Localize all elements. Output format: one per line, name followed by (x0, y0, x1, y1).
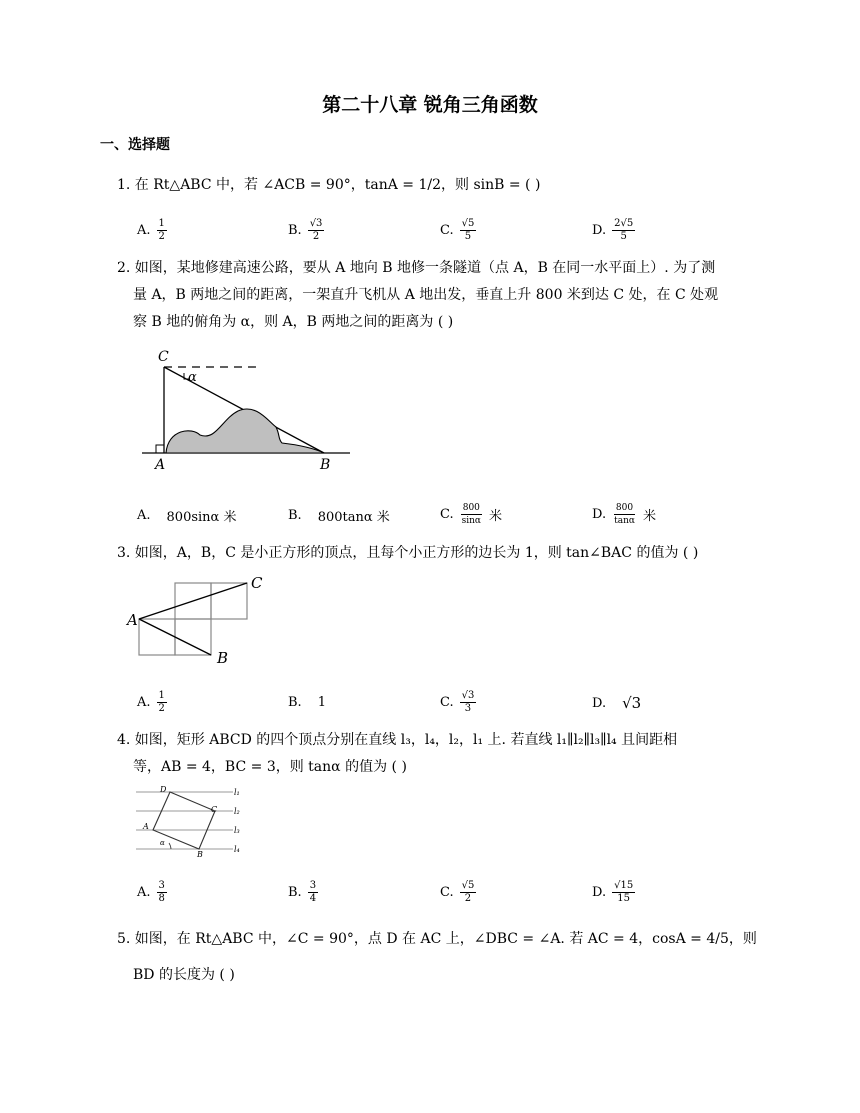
q1-option-d[interactable] (592, 218, 635, 243)
q4-option-d[interactable] (592, 880, 635, 905)
question-2-text-line3: 察 B 地的俯角为 α，则 A，B 两地之间的距离为 ( ) (133, 314, 454, 330)
q3-option-b[interactable] (288, 695, 326, 710)
option-letter: C. (440, 507, 454, 522)
q2-option-b[interactable] (288, 506, 390, 525)
section-heading: 一、选择题 (100, 137, 170, 153)
label-c: C (211, 805, 218, 814)
question-3-text: 3. 如图，A，B，C 是小正方形的顶点，且每个小正方形的边长为 1，则 tan∠BAC 的值为 ( ) (117, 545, 699, 561)
label-d: D (160, 785, 167, 794)
label-c: C (158, 349, 169, 365)
option-fraction: $\frac{800}{\tan\alpha}$ (614, 503, 635, 526)
option-letter: A. (137, 885, 151, 900)
q4-option-c[interactable] (440, 880, 476, 905)
label-b: B (197, 850, 203, 859)
option-fraction: $\frac{3}{8}$ (158, 880, 165, 904)
option-text: √3 (622, 694, 642, 712)
option-letter: A. (137, 695, 151, 710)
option-letter: A. (137, 508, 151, 523)
label-alpha: α (160, 839, 165, 847)
q2-option-c[interactable] (440, 502, 502, 527)
option-fraction: $\frac{1}{2}$ (158, 218, 165, 242)
option-letter: B. (288, 508, 302, 523)
label-b: B (320, 457, 331, 473)
page-title: 第二十八章 锐角三角函数 (322, 94, 538, 116)
label-alpha: α (188, 370, 197, 385)
label-a: A (155, 457, 166, 473)
q3-option-d[interactable] (592, 694, 641, 712)
label-c: C (251, 574, 263, 592)
option-letter: C. (440, 695, 454, 710)
option-letter: C. (440, 885, 454, 900)
label-l1: l₁ (234, 788, 240, 797)
q3-option-a[interactable] (137, 690, 167, 715)
option-letter: A. (137, 223, 151, 238)
option-fraction: $\frac{√3}{3}$ (461, 690, 475, 714)
option-letter: D. (592, 223, 607, 238)
label-l3: l₃ (234, 826, 240, 835)
option-letter: C. (440, 223, 454, 238)
option-fraction: $\frac{√15}{15}$ (614, 880, 634, 904)
label-a: A (143, 822, 149, 831)
q2-option-d[interactable] (592, 502, 656, 527)
question-1-text: 1. 在 Rt△ABC 中，若 ∠ACB = 90°，tanA = 1/2，则 sinB = ( ) (117, 177, 541, 193)
q4-option-a[interactable] (137, 880, 167, 905)
q1-option-c[interactable] (440, 218, 476, 243)
option-fraction: $\frac{2√5}{5}$ (614, 218, 634, 242)
q1-option-b[interactable] (288, 218, 324, 243)
q1-option-a[interactable] (137, 218, 167, 243)
q2-figure (140, 345, 355, 475)
option-letter: D. (592, 885, 607, 900)
option-letter: D. (592, 507, 607, 522)
option-text: 800sinα 米 (166, 510, 237, 525)
q3-figure (125, 570, 270, 670)
option-fraction: $\frac{√5}{2}$ (461, 880, 475, 904)
option-fraction: $\frac{3}{4}$ (309, 880, 317, 904)
option-letter: D. (592, 695, 607, 711)
question-2-text-line2: 量 A，B 两地之间的距离，一架直升飞机从 A 地出发，垂直上升 800 米到达 C 处，在 C 处观 (133, 287, 719, 303)
q4-option-b[interactable] (288, 880, 318, 905)
option-letter: B. (288, 885, 302, 900)
q3-option-c[interactable] (440, 690, 476, 715)
option-fraction: $\frac{√5}{5}$ (461, 218, 475, 242)
label-a: A (127, 611, 138, 629)
question-2-text-line1: 2. 如图，某地修建高速公路，要从 A 地向 B 地修一条隧道（点 A，B 在同一水平面上）. 为了测 (117, 260, 716, 276)
option-fraction: $\frac{800}{\sin\alpha}$ (461, 503, 481, 526)
q4-figure (133, 782, 253, 862)
option-fraction: $\frac{√3}{2}$ (309, 218, 323, 242)
option-text: 1 (317, 695, 326, 710)
question-4-text-line2: 等，AB = 4，BC = 3，则 tanα 的值为 ( ) (133, 759, 407, 775)
option-fraction: $\frac{1}{2}$ (158, 690, 165, 714)
question-5-text-line1: 5. 如图，在 Rt△ABC 中，∠C = 90°，点 D 在 AC 上，∠DBC = ∠A. 若 AC = 4，cosA = 4/5，则 (117, 931, 757, 947)
question-4-text-line1: 4. 如图，矩形 ABCD 的四个顶点分别在直线 l₃，l₄，l₂，l₁ 上. 若直线 l₁∥l₂∥l₃∥l₄ 且间距相 (117, 732, 678, 748)
option-text: 800tanα 米 (317, 510, 390, 525)
option-letter: B. (288, 695, 302, 710)
label-l4: l₄ (234, 845, 240, 854)
option-letter: B. (288, 223, 302, 238)
q2-option-a[interactable] (137, 506, 236, 525)
label-l2: l₂ (234, 807, 240, 816)
option-unit: 米 (642, 509, 656, 524)
label-b: B (217, 649, 229, 667)
question-5-text-line2: BD 的长度为 ( ) (133, 967, 235, 983)
option-unit: 米 (489, 509, 503, 524)
